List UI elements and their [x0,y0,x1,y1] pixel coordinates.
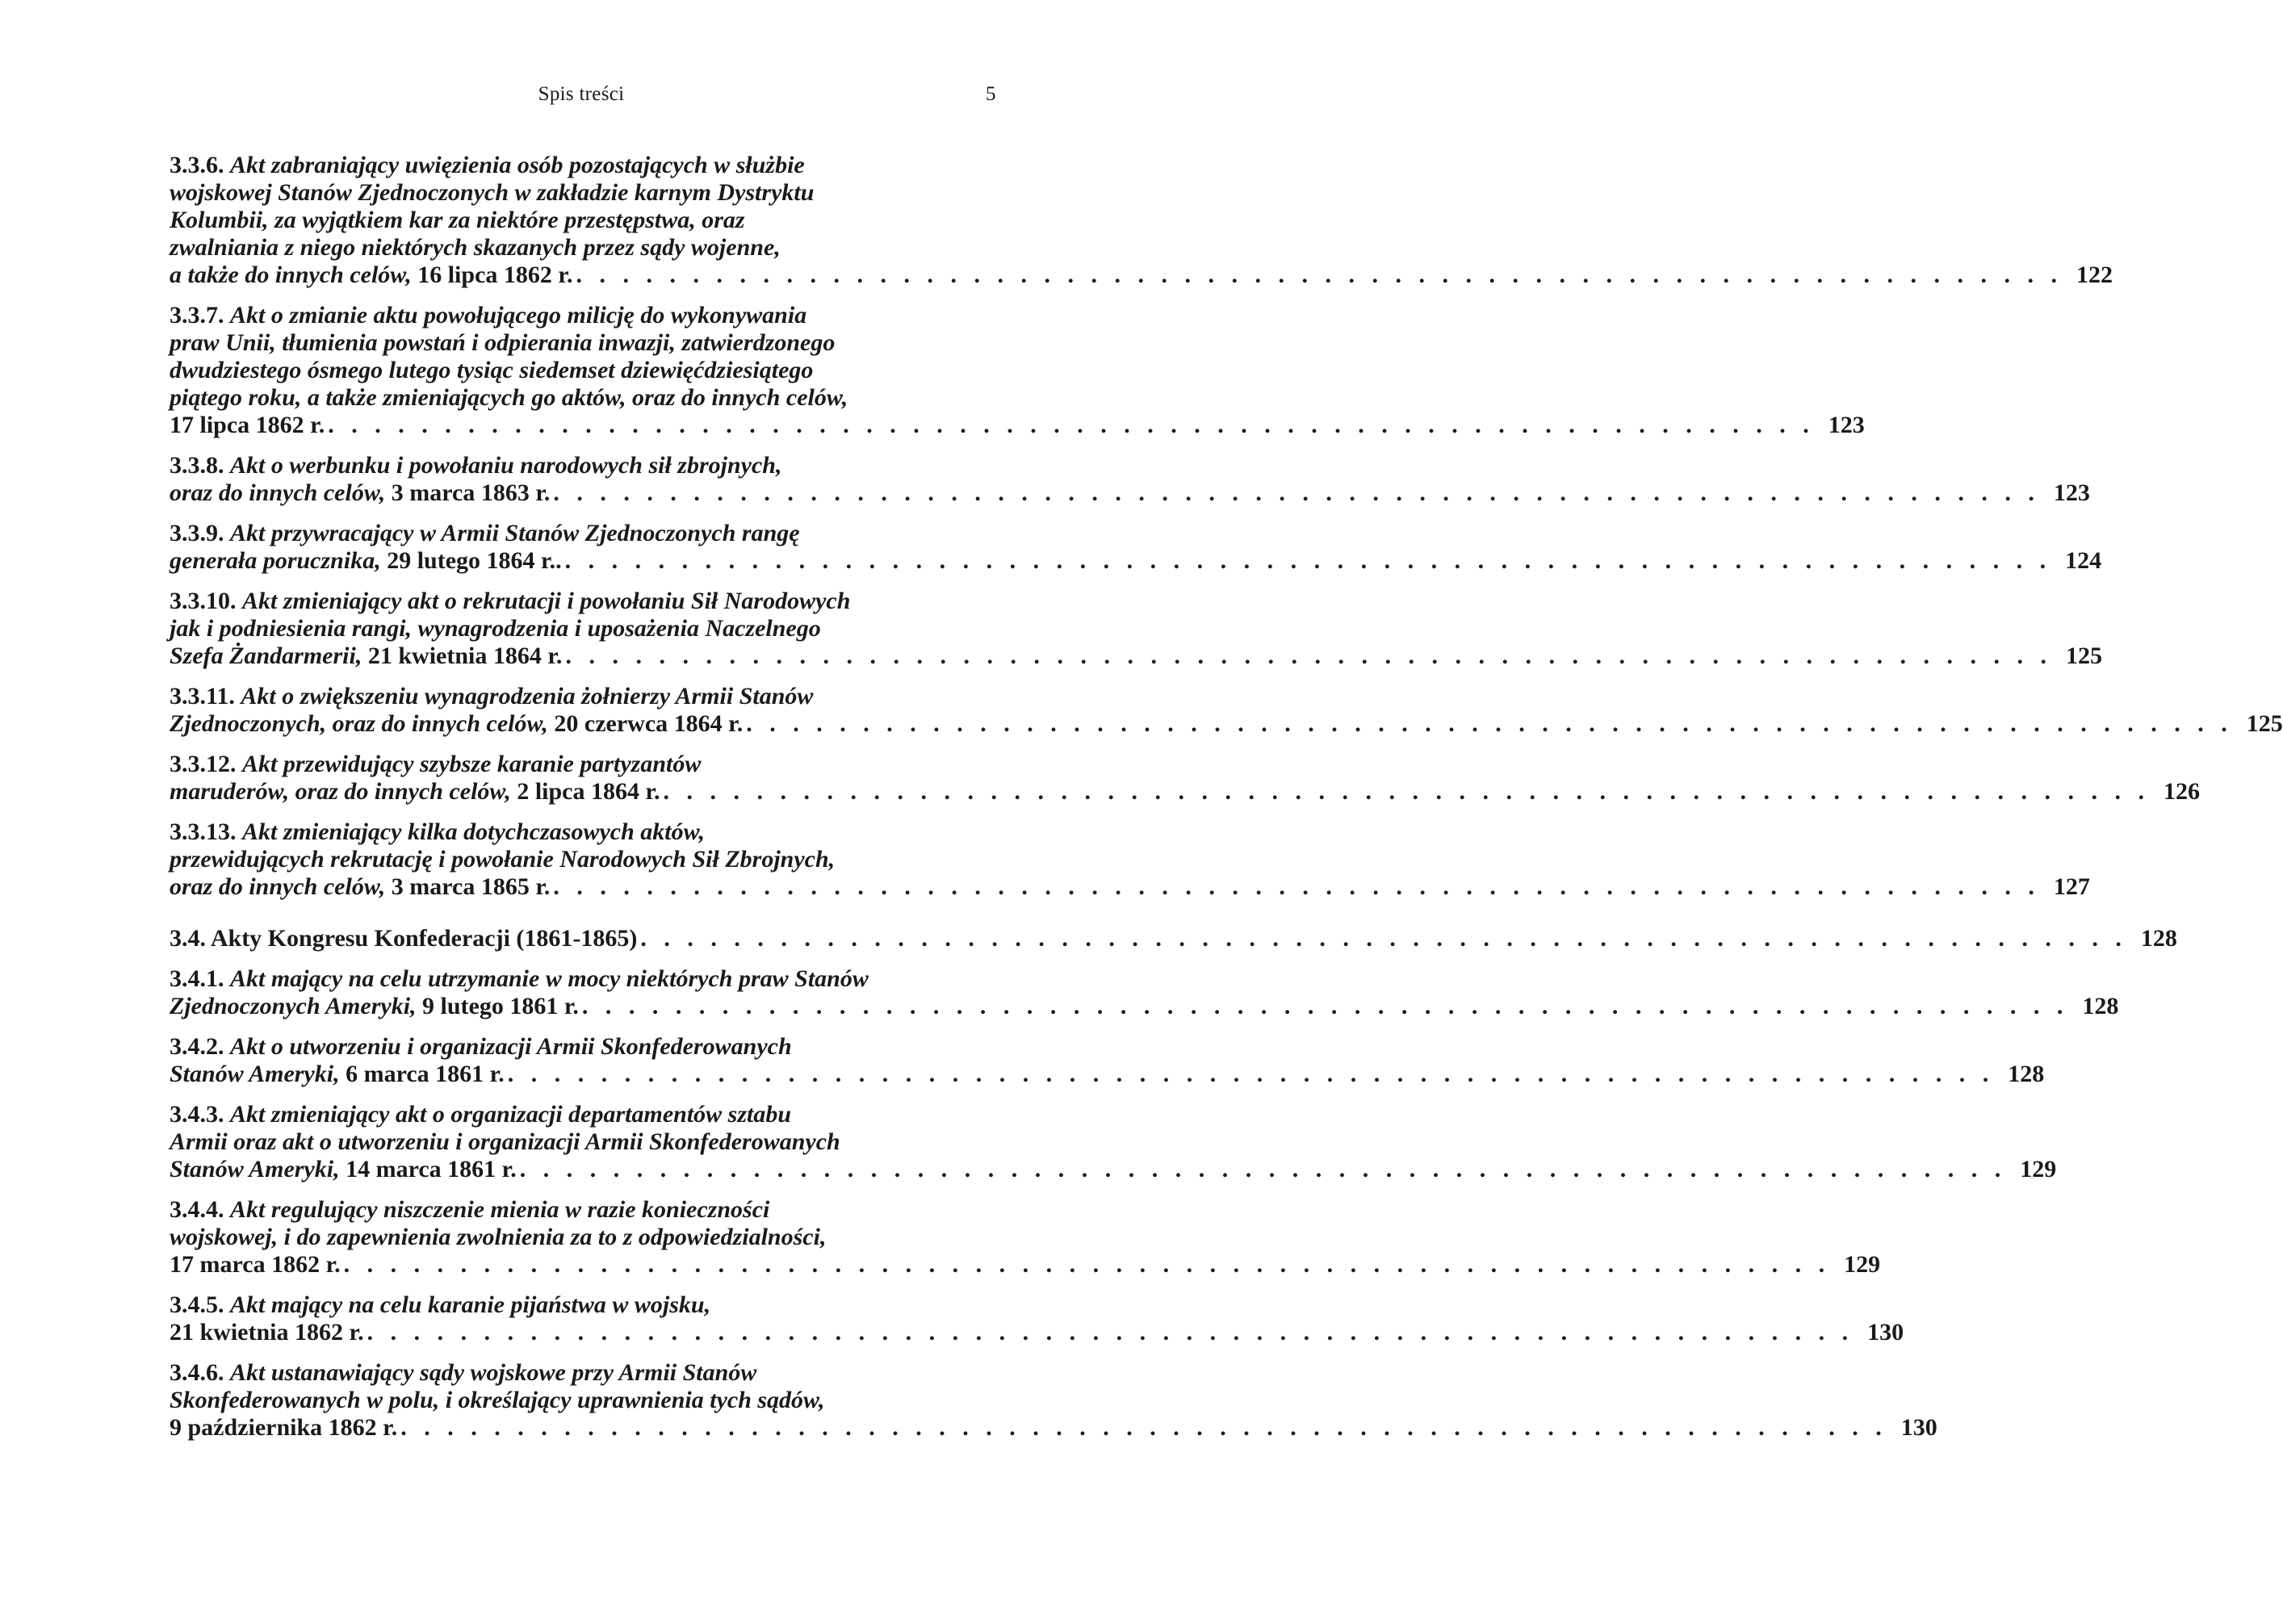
toc-entry-tail [170,778,660,806]
toc-entry-date: 29 lutego 1864 r.. [387,547,562,574]
toc-entry-number: 3.4.5. [170,1291,224,1318]
toc-entry-line [170,965,985,993]
toc-entry-tail [170,1061,505,1088]
toc-entry [170,965,2119,1020]
toc-entry-line [170,207,985,234]
toc-entry-tail [170,993,579,1020]
toc-entry-tail [170,1319,364,1346]
toc-entry-title: Akt mający na celu karanie pijaństwa w wojsku, [230,1291,711,1318]
toc-entry-line [170,683,985,710]
toc-entry-line [170,234,985,262]
toc-entry-line [170,1387,985,1414]
toc-entry [170,452,2090,507]
toc-entry-title: Akt przywracający w Armii Stanów Zjednoczonych rangę [230,520,800,546]
toc-entry-number: 3.3.11. [170,683,235,709]
toc-leader-dots: . . . . . . . . . . . . . . . . . . . . . . . . . . . . . . . . . . . . . . . . . . . . . . . . . . . . . . . . . . . . . . . . [746,710,2233,737]
toc-entry-last-line [170,873,2090,901]
toc-entry-title: Akt zmieniający kilka dotychczasowych aktów, [242,818,706,845]
toc-page-ref: 122 [2076,262,2113,288]
toc-entry-title: Akt mający na celu utrzymanie w mocy niektórych praw Stanów [230,965,869,992]
toc-entry-last-line [170,1156,2057,1183]
toc-page-ref: 129 [2020,1156,2057,1182]
toc-entry [170,1291,1904,1346]
toc-entry-title: dwudziestego ósmego lutego tysiąc siedemset dziewięćdziesiątego [170,357,814,383]
toc-entry-tail [170,925,637,952]
toc-page-ref: 128 [2008,1061,2045,1087]
toc-entry-date: 14 marca 1861 r. [346,1156,517,1182]
toc-entry-number: 3.4.6. [170,1359,224,1386]
toc-entry-title: Akt zabraniający uwięzienia osób pozostających w służbie [230,152,805,178]
toc-page-ref: 125 [2246,710,2283,737]
toc-entry-date: 21 kwietnia 1864 r. [367,642,563,669]
toc-entry-title: Zjednoczonych Ameryki, [170,993,417,1019]
toc-entry-number: 3.4.3. [170,1101,224,1128]
toc-entry-title: Szefa Żandarmerii, [170,642,362,669]
toc-entry-date: 3 marca 1865 r. [391,873,551,900]
toc-leader-dots: . . . . . . . . . . . . . . . . . . . . . . . . . . . . . . . . . . . . . . . . . . . . . . . . . . . . . . . . . . . . . . . . [576,262,2063,288]
toc-leader-dots: . . . . . . . . . . . . . . . . . . . . . . . . . . . . . . . . . . . . . . . . . . . . . . . . . . . . . . . . . . . . . . . . [581,993,2069,1019]
toc-entry-number: 3.3.8. [170,452,224,479]
toc-entry-line [170,751,985,778]
toc-entry-tail [170,1414,397,1442]
toc-entry-date: 9 lutego 1861 r. [422,993,579,1019]
toc-entry-last-line [170,412,1865,439]
toc-entry-title: oraz do innych celów, [170,873,386,900]
toc-entry-date: 2 lipca 1864 r. [517,778,660,805]
toc-entry-tail [170,547,562,575]
toc-page-ref: 129 [1844,1251,1881,1278]
toc-entry-title: Akt regulujący niszczenie mienia w razie konieczności [230,1196,770,1223]
toc-entry-title: Akt ustanawiający sądy wojskowe przy Armii Stanów [230,1359,757,1386]
toc-entry-title: a także do innych celów, [170,262,412,288]
toc-entry-title: Skonfederowanych w polu, i określający uprawnienia tych sądów, [170,1387,825,1413]
toc-entry-line [170,1101,985,1128]
toc-entry-last-line [170,642,2102,670]
toc-entry-title: piątego roku, a także zmieniających go aktów, oraz do innych celów, [170,384,848,411]
toc-entry-line [170,1033,985,1061]
toc-entry-title: Akt zmieniający akt o rekrutacji i powołaniu Sił Narodowych [242,588,851,614]
toc-entry-number: 3.4.2. [170,1033,224,1060]
toc-entry-line [170,179,985,207]
toc-entry-date: 21 kwietnia 1862 r. [170,1319,364,1346]
toc-entry [170,1359,1937,1442]
toc-entry-title: Akt zmieniający akt o organizacji departamentów sztabu [230,1101,792,1128]
toc-page-ref: 128 [2082,993,2119,1019]
toc-entry-title: Akt o utworzeniu i organizacji Armii Skonfederowanych [230,1033,792,1060]
toc-entry-title: przewidujących rekrutację i powołanie Narodowych Sił Zbrojnych, [170,846,836,873]
toc-entry-line [170,1128,985,1156]
toc-page-ref: 125 [2065,642,2102,669]
toc-entry-line [170,846,985,873]
toc-page-ref: 124 [2065,547,2102,574]
toc-entry-title: Akt o werbunku i powołaniu narodowych sił zbrojnych, [230,452,782,479]
toc-entry-date: 17 lipca 1862 r. [170,412,325,438]
toc-entry-tail [170,262,572,289]
running-head [0,83,1130,109]
toc-page-ref: 123 [2053,479,2090,506]
toc-page-ref: 128 [2140,925,2177,952]
toc-page-ref: 130 [1867,1319,1904,1346]
toc-entry [170,683,2283,738]
toc-entry-last-line [170,262,2113,289]
toc-leader-dots: . . . . . . . . . . . . . . . . . . . . . . . . . . . . . . . . . . . . . . . . . . . . . . . . . . . . . . . . . . . . . . . . [565,642,2052,669]
toc-entry-line [170,1224,985,1251]
toc-leader-dots: . . . . . . . . . . . . . . . . . . . . . . . . . . . . . . . . . . . . . . . . . . . . . . . . . . . . . . . . . . . . . . . . [343,1251,1831,1278]
toc-entry [170,1196,1881,1279]
toc-entry-last-line [170,710,2283,738]
toc-entry-title: Stanów Ameryki, [170,1061,340,1087]
running-title: Spis treści [538,83,625,105]
toc-section-heading [170,925,2177,952]
toc-entry-number: 3.4.4. [170,1196,224,1223]
toc-entry-last-line [170,547,2102,575]
toc-entry-line [170,1359,985,1387]
toc-entry [170,588,2102,670]
toc-leader-dots: . . . . . . . . . . . . . . . . . . . . . . . . . . . . . . . . . . . . . . . . . . . . . . . . . . . . . . . . . . . . . . . . [507,1061,1995,1087]
toc-entry-title: praw Unii, tłumienia powstań i odpierania inwazji, zatwierdzonego [170,329,836,356]
toc-entry-last-line [170,993,2119,1020]
toc-page-ref: 130 [1900,1414,1937,1441]
toc-entry-title: Kolumbii, za wyjątkiem kar za niektóre przestępstwa, oraz [170,207,745,233]
toc-entry-number: 3.3.9. [170,520,224,546]
toc-entry-tail [170,642,562,670]
toc-entry-last-line [170,479,2090,507]
toc-entry-line [170,520,985,547]
toc-leader-dots: . . . . . . . . . . . . . . . . . . . . . . . . . . . . . . . . . . . . . . . . . . . . . . . . . . . . . . . . . . . . . . . . [553,873,2040,900]
toc-entry-number: 3.3.6. [170,152,224,178]
toc-entry-line [170,302,985,329]
toc-entry-line [170,329,985,357]
toc-entry-title: Akt o zwiększeniu wynagrodzenia żołnierzy Armii Stanów [241,683,814,709]
toc-entry-line [170,615,985,642]
toc-leader-dots: . . . . . . . . . . . . . . . . . . . . . . . . . . . . . . . . . . . . . . . . . . . . . . . . . . . . . . . . . . . . . . . . [519,1156,2007,1182]
toc-entry-title: maruderów, oraz do innych celów, [170,778,511,805]
toc-leader-dots: . . . . . . . . . . . . . . . . . . . . . . . . . . . . . . . . . . . . . . . . . . . . . . . . . . . . . . . . . . . . . . . . [564,547,2052,574]
toc-entry-line [170,1291,985,1319]
toc-entry-line [170,152,985,179]
toc-leader-dots: . . . . . . . . . . . . . . . . . . . . . . . . . . . . . . . . . . . . . . . . . . . . . . . . . . . . . . . . . . . . . . . . [663,778,2151,805]
toc-entry-last-line [170,778,2201,806]
page-number: 5 [986,83,996,105]
toc-entry-date: 16 lipca 1862 r. [417,262,573,288]
toc-entry-number: 3.3.13. [170,818,237,845]
toc-entry-number: 3.4.1. [170,965,224,992]
toc-entry-title: Akt o zmianie aktu powołującego milicję do wykonywania [230,302,807,329]
toc-page-ref: 127 [2053,873,2090,900]
toc-entry-title: jak i podniesienia rangi, wynagrodzenia i uposażenia Naczelnego [170,615,821,642]
toc-entry-line [170,818,985,846]
toc-entry-title: generała porucznika, [170,547,381,574]
toc-entry-last-line [170,925,2177,952]
toc-entry-line [170,1196,985,1224]
toc-entry-line [170,452,985,479]
toc-entry [170,818,2090,901]
table-of-contents [170,152,2283,1454]
toc-entry-tail [170,710,743,738]
toc-entry-tail [170,1156,517,1183]
toc-entry-line [170,588,985,615]
toc-entry [170,751,2201,806]
toc-entry-title: oraz do innych celów, [170,479,386,506]
toc-entry-title: Akt przewidujący szybsze karanie partyzantów [242,751,702,777]
toc-entry-title: wojskowej, i do zapewnienia zwolnienia za to z odpowiedzialności, [170,1224,827,1250]
toc-entry-number: 3.3.12. [170,751,237,777]
toc-entry-title: zwalniania z niego niektórych skazanych przez sądy wojenne, [170,234,781,261]
toc-entry-tail [170,873,550,901]
toc-entry-date: 3 marca 1863 r. [391,479,551,506]
toc-entry-title: Stanów Ameryki, [170,1156,340,1182]
toc-entry-last-line [170,1414,1937,1442]
toc-leader-dots: . . . . . . . . . . . . . . . . . . . . . . . . . . . . . . . . . . . . . . . . . . . . . . . . . . . . . . . . . . . . . . . . [400,1414,1887,1441]
toc-entry-line [170,384,985,412]
toc-entry-number: 3.3.7. [170,302,224,329]
toc-page-ref: 126 [2164,778,2201,805]
toc-leader-dots: . . . . . . . . . . . . . . . . . . . . . . . . . . . . . . . . . . . . . . . . . . . . . . . . . . . . . . . . . . . . . . . . [328,412,1815,438]
toc-entry-tail [170,1251,341,1279]
toc-entry-last-line [170,1061,2045,1088]
toc-entry-number: 3.3.10. [170,588,237,614]
toc-entry-date: 9 października 1862 r. [170,1414,398,1441]
toc-entry-last-line [170,1319,1904,1346]
toc-entry-date: 17 marca 1862 r. [170,1251,341,1278]
toc-entry [170,152,2113,289]
toc-page-ref: 123 [1828,412,1865,438]
toc-entry [170,302,1865,439]
toc-entry-title: Armii oraz akt o utworzeniu i organizacji Armii Skonfederowanych [170,1128,840,1155]
toc-entry-tail [170,412,325,439]
toc-entry-title: wojskowej Stanów Zjednoczonych w zakładzie karnym Dystryktu [170,179,815,206]
toc-leader-dots: . . . . . . . . . . . . . . . . . . . . . . . . . . . . . . . . . . . . . . . . . . . . . . . . . . . . . . . . . . . . . . . . [553,479,2040,506]
toc-entry-line [170,357,985,384]
toc-entry [170,520,2102,575]
toc-leader-dots: . . . . . . . . . . . . . . . . . . . . . . . . . . . . . . . . . . . . . . . . . . . . . . . . . . . . . . . . . . . . . . . . [367,1319,1854,1346]
toc-entry-last-line [170,1251,1881,1279]
toc-entry [170,1101,2057,1183]
toc-leader-dots: . . . . . . . . . . . . . . . . . . . . . . . . . . . . . . . . . . . . . . . . . . . . . . . . . . . . . . . . . . . . . . . . [640,925,2127,952]
toc-entry-date: 6 marca 1861 r. [346,1061,505,1087]
toc-section-title: 3.4. Akty Kongresu Konfederacji (1861-1865) [170,925,638,952]
toc-entry-title: Zjednoczonych, oraz do innych celów, [170,710,548,737]
toc-entry-date: 20 czerwca 1864 r. [554,710,744,737]
toc-entry [170,1033,2045,1088]
toc-entry-tail [170,479,550,507]
